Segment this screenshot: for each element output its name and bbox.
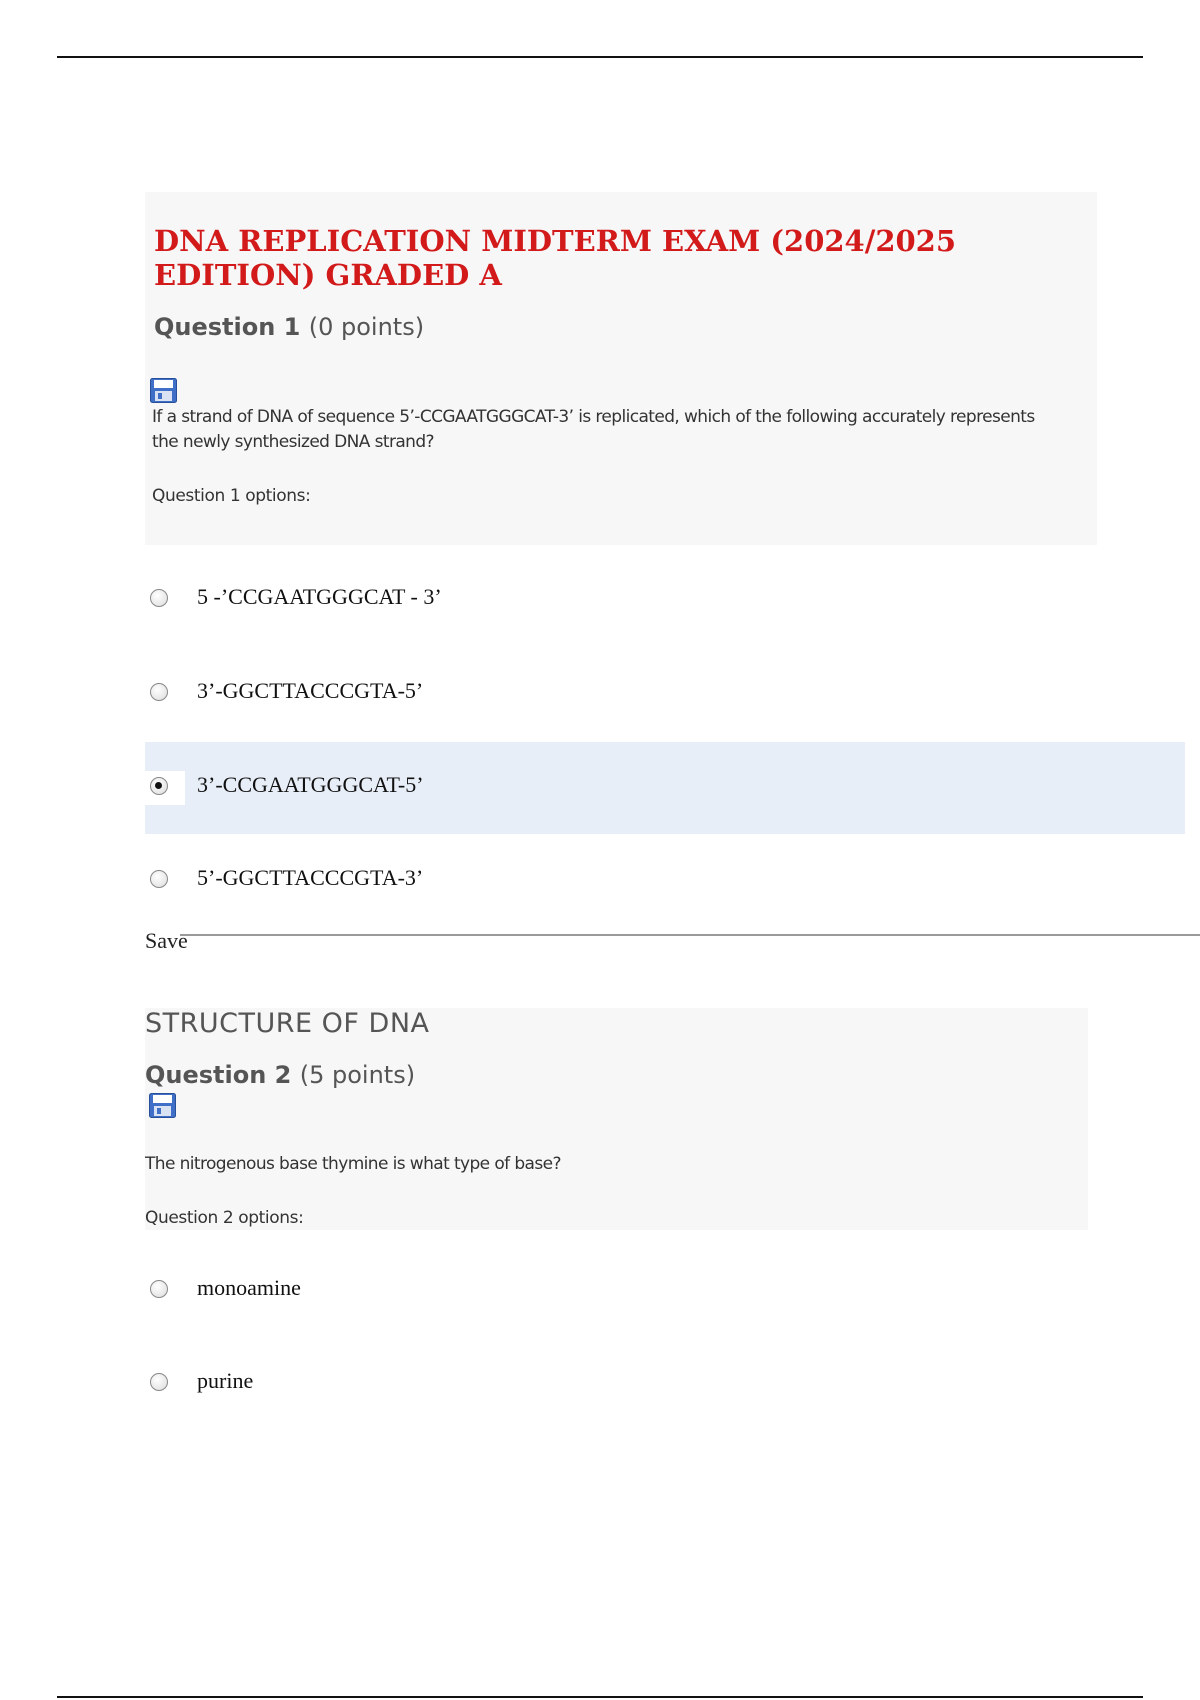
question-2-heading <box>145 1061 415 1089</box>
option-text: monoamine <box>197 1275 301 1300</box>
question-1-option-4[interactable] <box>145 835 1185 927</box>
question-divider <box>180 934 1200 936</box>
question-2-prompt: The nitrogenous base thymine is what type of base? <box>145 1154 561 1174</box>
question-2-option-1[interactable] <box>145 1245 1185 1337</box>
question-1-options-label: Question 1 options: <box>152 486 311 506</box>
option-text: 3’-GGCTTACCCGTA-5’ <box>197 678 424 703</box>
question-1-prompt-line-2: the newly synthesized DNA strand? <box>152 432 434 452</box>
save-link[interactable]: Save <box>145 928 188 953</box>
question-2-points: (5 points) <box>299 1061 416 1089</box>
option-text: purine <box>197 1368 254 1393</box>
page-bottom-rule <box>57 1696 1143 1698</box>
question-1-heading <box>154 313 424 341</box>
option-text: 3’-CCGAATGGGCAT-5’ <box>197 772 424 797</box>
question-1-label: Question 1 <box>154 313 301 341</box>
floppy-disk-icon[interactable] <box>149 1093 176 1118</box>
radio-button-icon[interactable] <box>150 1280 168 1298</box>
question-2-panel <box>145 1008 1088 1230</box>
question-1-option-2[interactable] <box>145 648 1185 740</box>
exam-title-line-1: DNA REPLICATION MIDTERM EXAM (2024/2025 <box>154 224 957 258</box>
radio-button-icon[interactable] <box>150 589 168 607</box>
radio-button-icon[interactable] <box>150 683 168 701</box>
question-2-option-2[interactable] <box>145 1338 1185 1430</box>
question-1-option-1[interactable] <box>145 554 1185 646</box>
question-2-options-label: Question 2 options: <box>145 1208 304 1228</box>
page-top-rule <box>57 56 1143 58</box>
exam-title-line-2: EDITION) GRADED A <box>154 258 502 292</box>
question-1-prompt-line-1: If a strand of DNA of sequence 5’-CCGAATGGGCAT-3’ is replicated, which of the following accurately represents <box>152 407 1035 427</box>
floppy-disk-icon[interactable] <box>150 378 177 403</box>
radio-button-icon[interactable] <box>150 1373 168 1391</box>
exam-title <box>154 224 1054 292</box>
radio-button-icon[interactable] <box>150 870 168 888</box>
question-1-prompt <box>152 405 1102 455</box>
radio-button-selected-icon[interactable] <box>150 777 168 795</box>
question-2-label: Question 2 <box>145 1061 292 1089</box>
question-1-option-3-selected[interactable] <box>145 742 1185 834</box>
section-title: STRUCTURE OF DNA <box>145 1008 430 1039</box>
option-text: 5 -’CCGAATGGGCAT - 3’ <box>197 584 442 609</box>
option-text: 5’-GGCTTACCCGTA-3’ <box>197 865 424 890</box>
question-1-points: (0 points) <box>308 313 425 341</box>
